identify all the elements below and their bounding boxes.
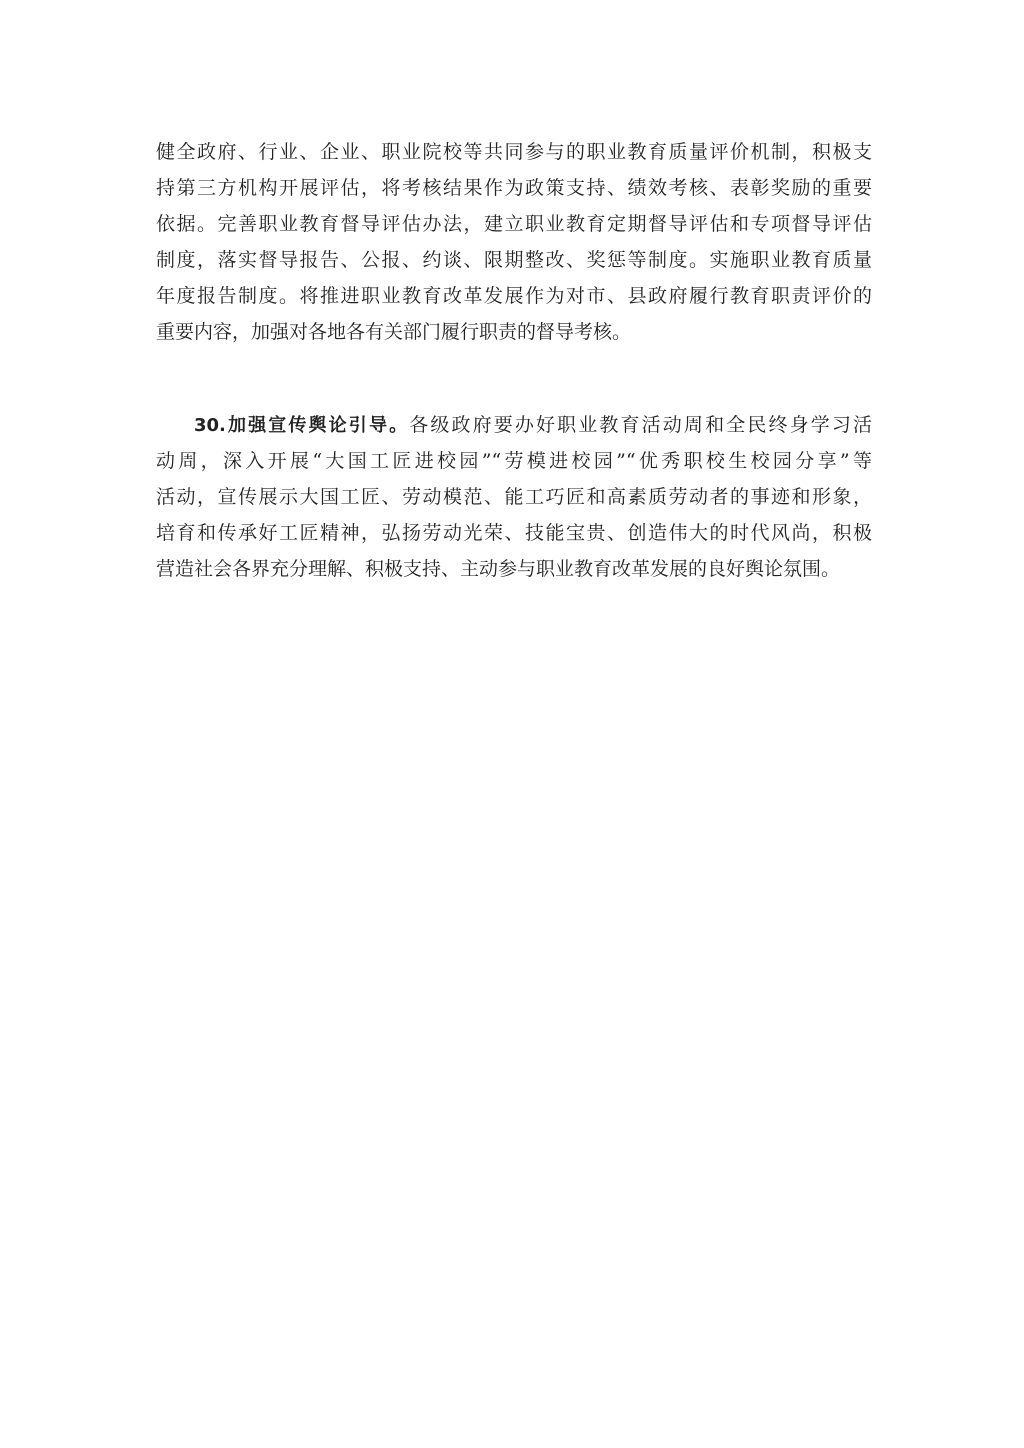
paragraph-line: 制度，落实督导报告、公报、约谈、限期整改、奖惩等制度。实施职业教育质量 xyxy=(156,249,872,271)
paragraph-publicity-guidance xyxy=(156,407,872,587)
paragraph-quality-evaluation xyxy=(156,134,872,350)
paragraph-line: 持第三方机构开展评估，将考核结果作为政策支持、绩效考核、表彰奖励的重要 xyxy=(156,177,872,199)
paragraph-line: 依据。完善职业教育督导评估办法，建立职业教育定期督导评估和专项督导评估 xyxy=(156,213,872,235)
paragraph-line: 重要内容，加强对各地各有关部门履行职责的督导考核。 xyxy=(156,321,632,343)
paragraph-line: 动周，深入开展“大国工匠进校园”“劳模进校园”“优秀职校生校园分享”等 xyxy=(156,450,872,472)
paragraph-line: 培育和传承好工匠精神，弘扬劳动光荣、技能宝贵、创造伟大的时代风尚，积极 xyxy=(156,522,872,544)
paragraph-first-line xyxy=(156,407,872,443)
paragraph-line: 活动，宣传展示大国工匠、劳动模范、能工巧匠和高素质劳动者的事迹和形象， xyxy=(156,486,872,508)
paragraph-line: 营造社会各界充分理解、积极支持、主动参与职业教育改革发展的良好舆论氛围。 xyxy=(156,558,841,580)
paragraph-line: 健全政府、行业、企业、职业院校等共同参与的职业教育质量评价机制，积极支 xyxy=(156,141,872,163)
section-heading: 30.加强宣传舆论引导。 xyxy=(194,415,410,436)
paragraph-text: 各级政府要办好职业教育活动周和全民终身学习活 xyxy=(409,414,872,436)
paragraph-line: 年度报告制度。将推进职业教育改革发展作为对市、县政府履行教育职责评价的 xyxy=(156,285,872,307)
